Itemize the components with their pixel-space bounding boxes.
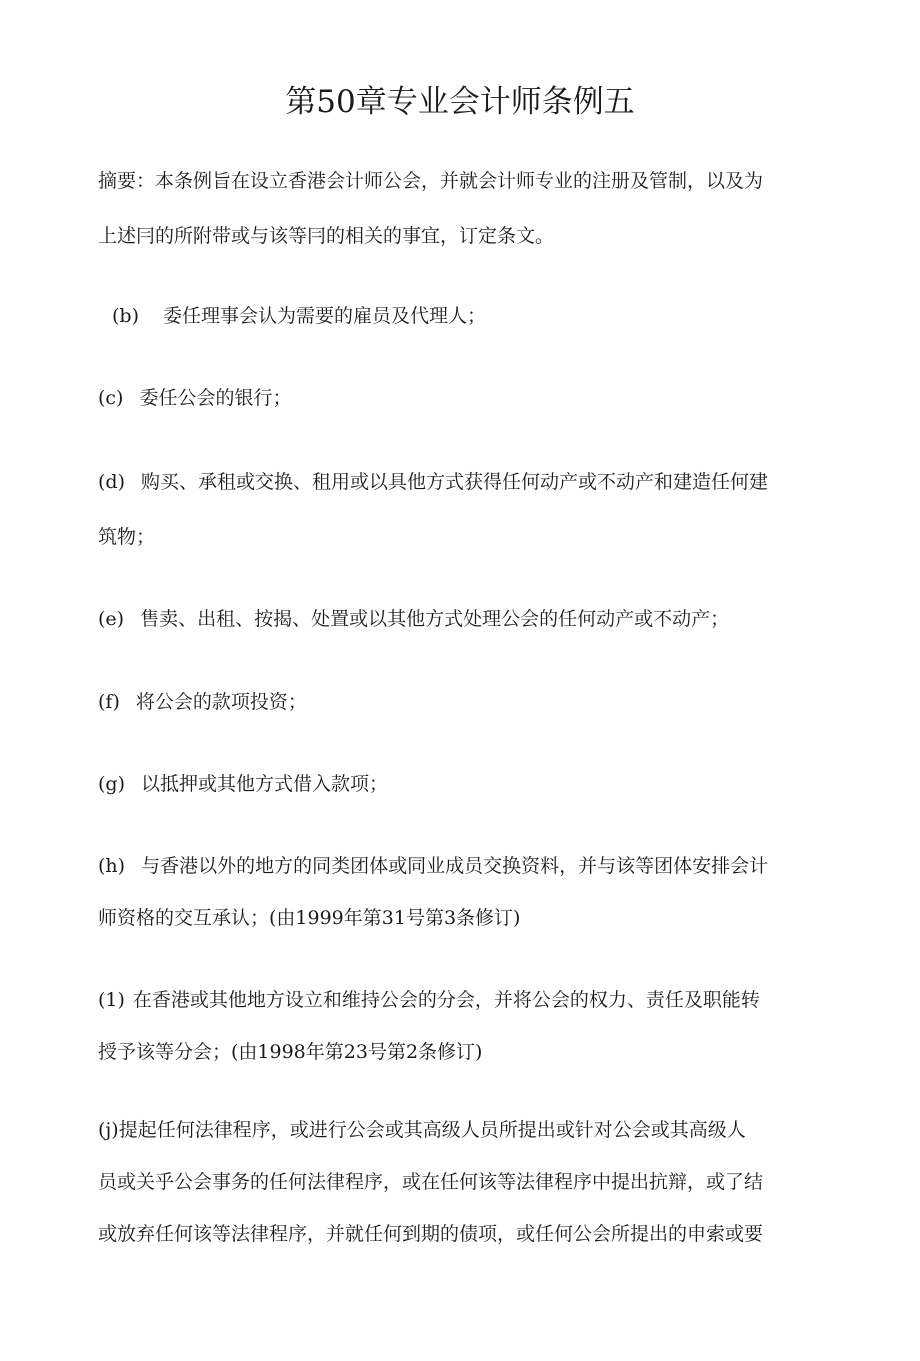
clause-j	[98, 1116, 798, 1144]
clause-h-continuation: 师资格的交互承认；(由1999年第31号第3条修订)	[98, 907, 521, 929]
summary-line-2: 上述冃的所附带或与该等冃的相关的事宜，订定条文。	[98, 225, 555, 247]
clause-label: (b)	[112, 305, 139, 327]
clause-j-continuation-2: 或放弃任何该等法律程序，并就任何到期的债项，或任何公会所提出的申索或要	[98, 1223, 764, 1245]
document-title: 第50章专业会计师条例五	[285, 84, 635, 120]
clause-1-continuation: 授予该等分会；(由1998年第23号第2条修订)	[98, 1041, 483, 1063]
clause-text: 售卖、出租、按揭、处置或以其他方式处理公会的任何动产或不动产；	[140, 608, 730, 630]
clause-f	[98, 688, 798, 716]
clause-e	[98, 605, 798, 633]
summary-line-1: 摘要：本条例旨在设立香港会计师公会，并就会计师专业的注册及管制，以及为	[98, 170, 764, 192]
clause-label: (f)	[98, 691, 120, 713]
clause-1	[98, 986, 798, 1014]
clause-label: (1)	[98, 989, 125, 1011]
clause-text: 与香港以外的地方的同类团体或同业成员交换资料，并与该等团体安排会计	[141, 855, 769, 877]
clause-text: 委任理事会认为需要的雇员及代理人；	[163, 305, 487, 327]
clause-d-continuation: 筑物；	[98, 526, 156, 548]
clause-text: 将公会的款项投资；	[135, 691, 307, 713]
clause-text: 以抵押或其他方式借入款项；	[141, 773, 389, 795]
clause-label: (e)	[98, 608, 125, 630]
clause-text: 委任公会的银行；	[139, 387, 292, 409]
clause-h	[98, 852, 798, 880]
clause-text: 在香港或其他地方设立和维持公会的分会，并将公会的权力、责任及职能转	[132, 989, 760, 1011]
clause-label: (j)	[98, 1119, 119, 1141]
clause-b	[112, 302, 812, 330]
clause-text: 购买、承租或交换、租用或以具他方式获得任何动产或不动产和建造任何建	[141, 471, 769, 493]
clause-g	[98, 770, 798, 798]
clause-d	[98, 468, 798, 496]
clause-j-continuation-1: 员或关乎公会事务的任何法律程序，或在任何该等法律程序中提出抗辩，或了结	[98, 1171, 764, 1193]
clause-text: 提起任何法律程序，或进行公会或其高级人员所提出或针对公会或其高级人	[118, 1119, 746, 1141]
clause-label: (g)	[98, 773, 125, 795]
clause-label: (c)	[98, 387, 124, 409]
clause-label: (h)	[98, 855, 126, 877]
clause-c	[98, 384, 798, 412]
clause-label: (d)	[98, 471, 125, 493]
